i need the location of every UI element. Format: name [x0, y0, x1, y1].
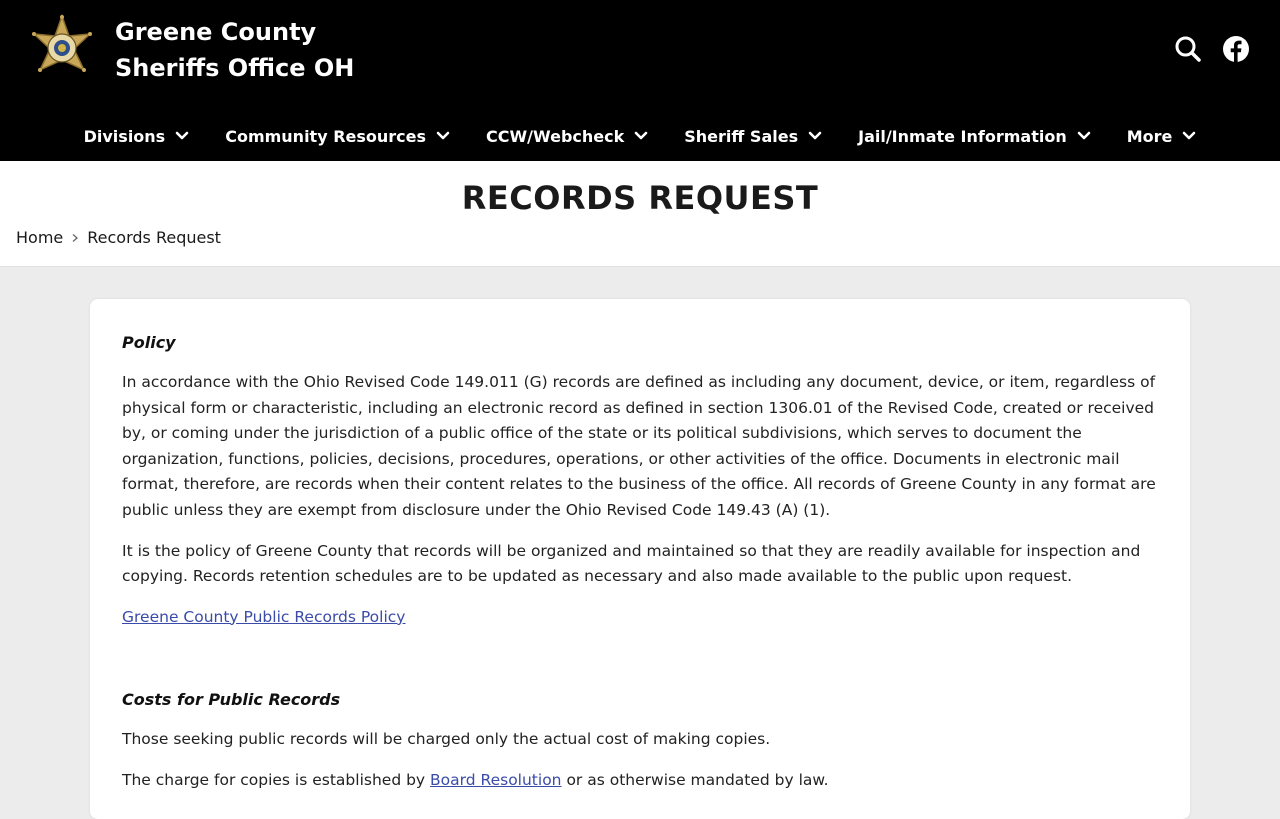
costs-heading: Costs for Public Records: [122, 690, 341, 710]
site-header: [0, 0, 1280, 161]
nav-item-label: Jail/Inmate Information: [858, 126, 1067, 146]
site-title-line1: Greene County: [115, 18, 317, 46]
page-title: RECORDS REQUEST: [461, 179, 819, 217]
policy-paragraph-2: It is the policy of Greene County that records will be organized and maintained so that they are readily available for inspection and copying. Records retention schedules are to be updated as necessary and also made available to the public upon request.: [122, 541, 1141, 586]
policy-paragraph-1: In accordance with the Ohio Revised Code 149.011 (G) records are defined as including any document, device, or item, regardless of physical form or characteristic, including an electronic record as defined in section 1306.01 of the Revised Code, created or received by, or coming under the jurisdiction of a public office of the state or its political subdivisions, which serves to document the organization, functions, policies, decisions, procedures, operations, or other activities of the office. Documents in electronic mail format, therefore, are records when their content relates to the business of the office. All records of Greene County in any format are public unless they are exempt from disclosure under the Ohio Revised Code 149.43 (A) (1).: [122, 373, 1156, 519]
costs-paragraph-2-before: The charge for copies is established by: [122, 770, 431, 789]
site-title[interactable]: [115, 14, 354, 86]
chevron-right-icon: [71, 233, 79, 243]
policy-link-paragraph: [122, 605, 1158, 631]
site-title-line2: Sheriffs Office OH: [115, 54, 355, 82]
breadcrumb-home-link[interactable]: Home: [16, 228, 64, 247]
main-nav: [0, 116, 1280, 156]
nav-item-community-resources[interactable]: [225, 116, 450, 156]
costs-paragraph-2: [122, 768, 1158, 794]
chevron-down-icon: [634, 131, 648, 141]
chevron-down-icon: [175, 131, 189, 141]
chevron-down-icon: [436, 131, 450, 141]
nav-item-label: CCW/Webcheck: [486, 126, 625, 146]
public-records-policy-link[interactable]: Greene County Public Records Policy: [122, 607, 406, 626]
breadcrumb-current: Records Request: [87, 228, 221, 247]
search-icon[interactable]: [1174, 35, 1202, 63]
nav-item-label: Divisions: [83, 126, 166, 146]
chevron-down-icon: [808, 131, 822, 141]
chevron-down-icon: [1182, 131, 1196, 141]
nav-item-divisions[interactable]: [84, 116, 190, 156]
facebook-icon[interactable]: [1222, 35, 1250, 63]
board-resolution-link[interactable]: Board Resolution: [430, 770, 562, 789]
nav-item-more[interactable]: [1127, 116, 1197, 156]
nav-item-jail-inmate-information[interactable]: [858, 116, 1091, 156]
nav-item-label: Sheriff Sales: [684, 126, 799, 146]
costs-paragraph-2-after: or as otherwise mandated by law.: [561, 770, 829, 789]
chevron-down-icon: [1077, 131, 1091, 141]
spacer: [122, 645, 1158, 686]
sheriff-star-logo[interactable]: [28, 14, 96, 82]
content-card: [90, 299, 1190, 819]
policy-heading: Policy: [122, 333, 176, 352]
nav-item-label: Community Resources: [225, 126, 427, 146]
costs-paragraph-1: Those seeking public records will be charged only the actual cost of making copies.: [122, 730, 771, 749]
nav-item-sheriff-sales[interactable]: [684, 116, 822, 156]
nav-item-ccw-webcheck[interactable]: [486, 116, 648, 156]
page-title-band: [0, 161, 1280, 267]
breadcrumb: [16, 228, 221, 247]
nav-item-label: More: [1126, 126, 1173, 146]
